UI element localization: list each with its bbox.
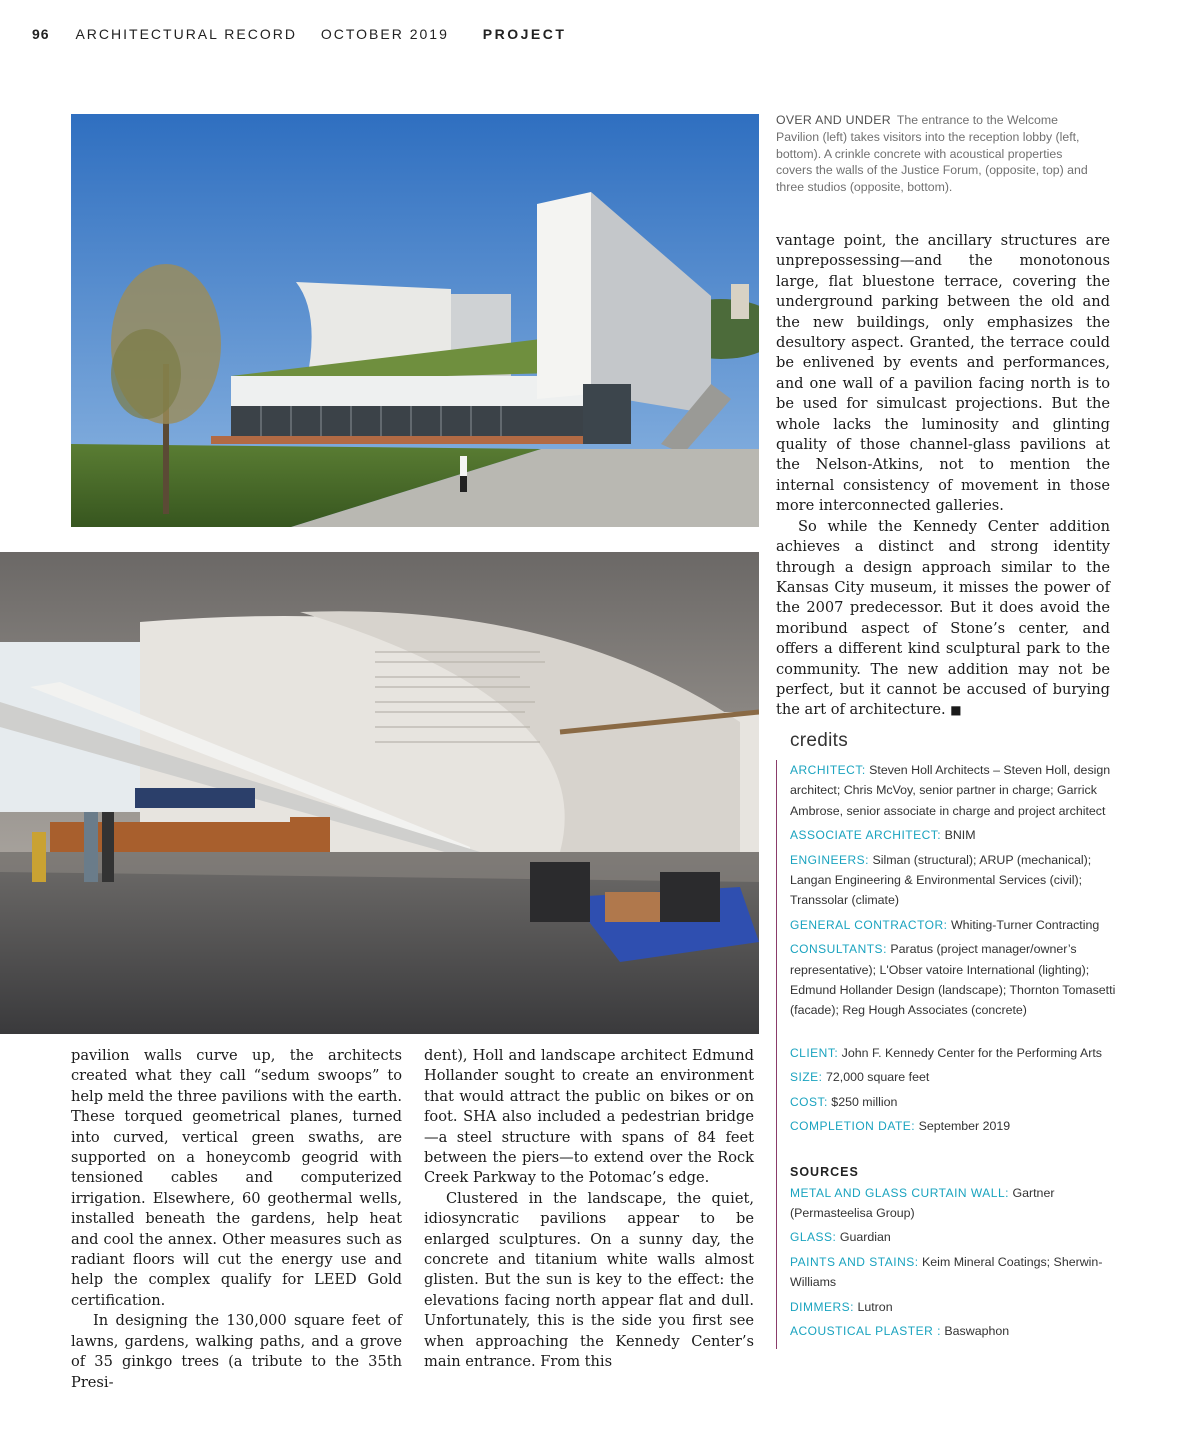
source-item: [790, 1227, 1116, 1247]
credit-item: [790, 1067, 1116, 1087]
credit-label: COST:: [790, 1094, 828, 1109]
credit-item: [790, 760, 1116, 821]
credit-label: GENERAL CONTRACTOR:: [790, 917, 948, 932]
credit-label: ASSOCIATE ARCHITECT:: [790, 828, 942, 843]
page-number: 96: [32, 26, 50, 42]
credit-value: $250 million: [831, 1094, 898, 1109]
body-paragraph: pavilion walls curve up, the architects created what they call “sedum swoops” to help meld the three pavilions with the earth. These torqued geometrical planes, turned into curved, vertical green swaths, are supported on a honeycomb geogrid with tensioned cables and computerized irrigation. Elsewhere, 60 geothermal wells, installed beneath the gardens, help heat and cool the annex. Other measures such as radiant floors will cut the energy use and help the complex qualify for LEED Gold certification.: [71, 1047, 402, 1309]
credit-label: SIZE:: [790, 1070, 823, 1085]
credit-item: [790, 825, 1116, 845]
credit-value: BNIM: [944, 828, 976, 843]
body-column-1: [71, 1046, 402, 1393]
credit-label: CLIENT:: [790, 1045, 839, 1060]
source-value: Keim Mineral Coatings; Sherwin-Williams: [790, 1254, 1103, 1290]
source-value: Guardian: [839, 1230, 891, 1245]
body-paragraph: Clustered in the landscape, the quiet, idiosyncratic pavilions appear to be enlarged sculptures. On a sunny day, the concrete and titanium white walls almost glisten. But the sun is key to the effect: the elevations facing north appear flat and dull. Unfortunately, this is the side you first see when approaching the Kennedy Center’s main entrance. From this: [424, 1189, 754, 1371]
credit-item: [790, 915, 1116, 935]
source-value: Baswaphon: [944, 1323, 1010, 1338]
body-column-right: [776, 231, 1110, 721]
credit-item: [790, 1116, 1116, 1136]
source-label: GLASS:: [790, 1230, 837, 1245]
issue-date: OCTOBER 2019: [320, 26, 449, 42]
source-item: [790, 1183, 1116, 1224]
caption-text: The entrance to the Welcome Pavilion (left) takes visitors into the reception lobby (left, bottom). A crinkle concrete with acoustical properties covers the walls of the Justice Forum, (opposite, top) and three studios (opposite, bottom).: [776, 113, 1088, 195]
source-item: [790, 1252, 1116, 1293]
source-label: PAINTS AND STAINS:: [790, 1254, 919, 1269]
credit-label: CONSULTANTS:: [790, 942, 887, 957]
lobby-photo: [0, 552, 759, 1034]
source-value: Gartner (Permasteelisa Group): [790, 1185, 1055, 1220]
credit-value: 72,000 square feet: [825, 1070, 930, 1085]
credits-box: [776, 730, 1116, 1349]
section-label: PROJECT: [482, 26, 567, 42]
body-paragraph-text: So while the Kennedy Center addition achieves a distinct and strong identity through a design approach similar to the Kansas City museum, it misses the power of the 2007 predecessor. But it does avoid the moribund aspect of Stone’s center, and offers a different kind sculptural park to the community. The new addition may not be perfect, but it cannot be accused of burying the art of architecture.: [776, 517, 1110, 719]
body-paragraph: [776, 517, 1110, 721]
credit-item: [790, 850, 1116, 911]
credit-item: [790, 1043, 1116, 1063]
credit-value: September 2019: [918, 1119, 1011, 1134]
body-column-2: [424, 1046, 754, 1373]
exterior-photo: [71, 114, 759, 527]
caption-lead: OVER AND UNDER: [776, 113, 891, 127]
source-value: Lutron: [857, 1299, 893, 1314]
credit-value: John F. Kennedy Center for the Performing Arts: [841, 1045, 1102, 1060]
credit-label: COMPLETION DATE:: [790, 1119, 916, 1134]
credit-value: Steven Holl Architects – Steven Holl, design architect; Chris McVoy, senior partner in charge; Garrick Ambrose, senior associate in charge and project architect: [790, 763, 1111, 818]
source-label: DIMMERS:: [790, 1299, 854, 1314]
source-item: [790, 1321, 1116, 1341]
source-label: METAL AND GLASS CURTAIN WALL:: [790, 1185, 1009, 1200]
source-item: [790, 1297, 1116, 1317]
credit-value: Silman (structural); ARUP (mechanical); Langan Engineering & Environmental Services (civil); Transsolar (climate): [790, 852, 1092, 908]
credits-list: [776, 760, 1116, 1349]
credit-item: [790, 1092, 1116, 1112]
running-header: [32, 26, 566, 42]
sources-title: SOURCES: [790, 1164, 859, 1179]
credits-title: credits: [790, 730, 849, 751]
source-label: ACOUSTICAL PLASTER :: [790, 1323, 941, 1338]
credit-value: Paratus (project manager/owner’s representative); L'Obser vatoire International (lighting); Edmund Hollander Design (landscape); Thornton Tomasetti (facade); Reg Hough Associates (concrete): [790, 942, 1116, 1018]
credit-value: Whiting-Turner Contracting: [950, 917, 1100, 932]
credit-item: [790, 939, 1116, 1021]
body-paragraph: vantage point, the ancillary structures are unprepossessing—and the monotonous large, flat bluestone terrace, covering the underground parking between the old and the new buildings, only emphasizes the desultory aspect. Granted, the terrace could be enlivened by events and performances, and one wall of a pavilion facing north is to be used for simulcast projections. But the whole lacks the luminosity and glinting quality of those channel-glass pavilions at the Nelson-Atkins, not to mention the internal consistency of movement in those more interconnected galleries.: [776, 232, 1110, 515]
end-mark-icon: ■: [950, 703, 962, 718]
photo-caption: [776, 112, 1096, 196]
body-paragraph: In designing the 130,000 square feet of lawns, gardens, walking paths, and a grove of 35 ginkgo trees (a tribute to the 35th Presi-: [71, 1312, 402, 1391]
credit-label: ARCHITECT:: [790, 763, 866, 777]
magazine-name: ARCHITECTURAL RECORD: [75, 26, 297, 42]
body-paragraph: dent), Holl and landscape architect Edmund Hollander sought to create an environment that would attract the public on bikes or on foot. SHA also included a pedestrian bridge—a steel structure with spans of 84 feet between the piers—to extend over the Rock Creek Parkway to the Potomac’s edge.: [424, 1047, 754, 1187]
credit-label: ENGINEERS:: [790, 852, 870, 867]
